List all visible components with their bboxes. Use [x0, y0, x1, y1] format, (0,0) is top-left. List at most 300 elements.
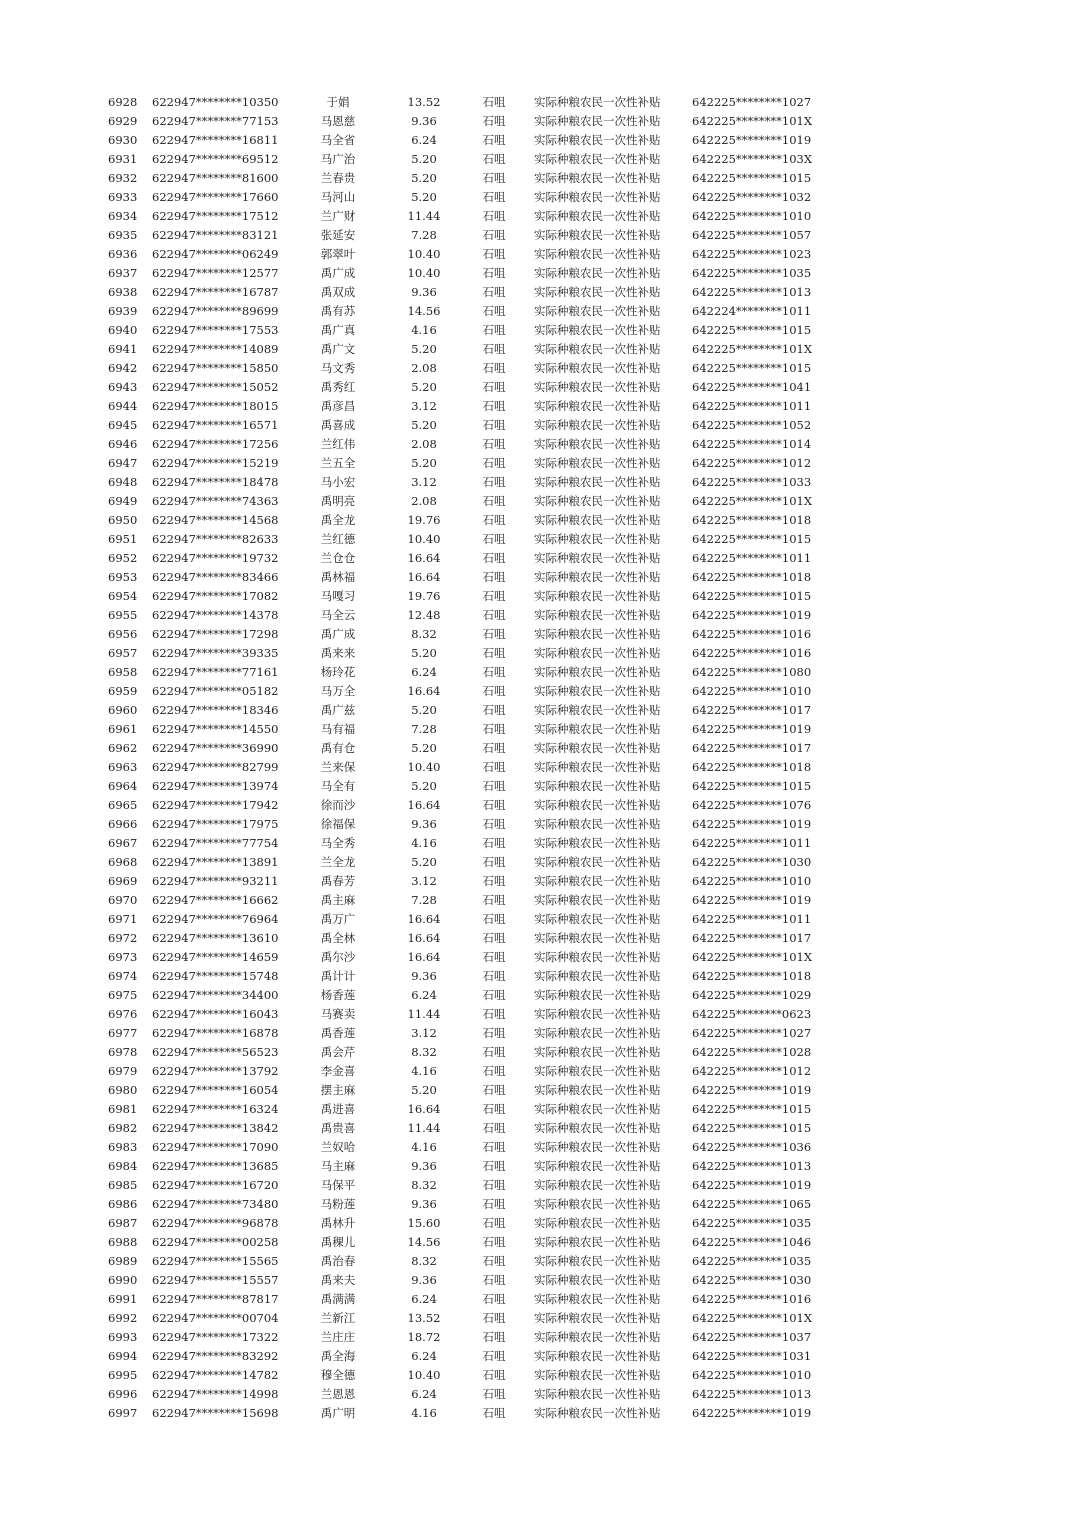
village-name: 石咀 [482, 228, 506, 242]
id-number: 642225********1012 [692, 456, 812, 470]
id-number: 642225********1052 [692, 418, 812, 432]
farmer-name: 杨香莲 [320, 988, 356, 1002]
account-number: 622947********15219 [152, 456, 279, 470]
row-number: 6956 [108, 627, 138, 641]
account-number: 622947********17660 [152, 190, 279, 204]
subsidy-type: 实际种粮农民一次性补贴 [534, 1140, 661, 1154]
row-number: 6971 [108, 912, 138, 926]
row-number: 6976 [108, 1007, 138, 1021]
village-name: 石咀 [482, 1007, 506, 1021]
subsidy-amount: 7.28 [411, 228, 437, 242]
subsidy-amount: 6.24 [411, 1349, 437, 1363]
subsidy-amount: 16.64 [407, 570, 441, 584]
account-number: 622947********17090 [152, 1140, 279, 1154]
subsidy-amount: 16.64 [407, 931, 441, 945]
table-row [0, 568, 1074, 587]
village-name: 石咀 [482, 1121, 506, 1135]
table-row [0, 891, 1074, 910]
table-row [0, 815, 1074, 834]
account-number: 622947********93211 [152, 874, 279, 888]
subsidy-type: 实际种粮农民一次性补贴 [534, 874, 661, 888]
table-row [0, 207, 1074, 226]
farmer-name: 禹广文 [320, 342, 356, 356]
subsidy-type: 实际种粮农民一次性补贴 [534, 988, 661, 1002]
village-name: 石咀 [482, 665, 506, 679]
account-number: 622947********18015 [152, 399, 279, 413]
table-row [0, 834, 1074, 853]
subsidy-amount: 8.32 [411, 627, 437, 641]
row-number: 6985 [108, 1178, 138, 1192]
village-name: 石咀 [482, 1083, 506, 1097]
subsidy-amount: 5.20 [411, 741, 437, 755]
row-number: 6943 [108, 380, 138, 394]
farmer-name: 禹全林 [320, 931, 356, 945]
table-row [0, 340, 1074, 359]
village-name: 石咀 [482, 1178, 506, 1192]
farmer-name: 马全有 [320, 779, 356, 793]
subsidy-amount: 14.56 [407, 1235, 441, 1249]
farmer-name: 禹林升 [320, 1216, 356, 1230]
id-number: 642225********1018 [692, 969, 812, 983]
village-name: 石咀 [482, 779, 506, 793]
subsidy-type: 实际种粮农民一次性补贴 [534, 228, 661, 242]
row-number: 6950 [108, 513, 138, 527]
subsidy-type: 实际种粮农民一次性补贴 [534, 684, 661, 698]
subsidy-amount: 9.36 [411, 817, 437, 831]
row-number: 6968 [108, 855, 138, 869]
farmer-name: 禹广成 [320, 627, 356, 641]
account-number: 622947********16054 [152, 1083, 279, 1097]
row-number: 6939 [108, 304, 138, 318]
account-number: 622947********19732 [152, 551, 279, 565]
id-number: 642225********1017 [692, 703, 812, 717]
subsidy-amount: 10.40 [407, 1368, 441, 1382]
subsidy-amount: 2.08 [411, 361, 437, 375]
subsidy-amount: 12.48 [407, 608, 441, 622]
subsidy-type: 实际种粮农民一次性补贴 [534, 646, 661, 660]
id-number: 642225********1018 [692, 570, 812, 584]
subsidy-type: 实际种粮农民一次性补贴 [534, 209, 661, 223]
village-name: 石咀 [482, 399, 506, 413]
farmer-name: 禹广明 [320, 1406, 356, 1420]
subsidy-type: 实际种粮农民一次性补贴 [534, 361, 661, 375]
table-row [0, 777, 1074, 796]
farmer-name: 禹秀红 [320, 380, 356, 394]
table-row [0, 682, 1074, 701]
table-row [0, 1366, 1074, 1385]
id-number: 642225********1012 [692, 1064, 812, 1078]
subsidy-amount: 5.20 [411, 171, 437, 185]
row-number: 6997 [108, 1406, 138, 1420]
id-number: 642225********1046 [692, 1235, 812, 1249]
subsidy-type: 实际种粮农民一次性补贴 [534, 855, 661, 869]
row-number: 6995 [108, 1368, 138, 1382]
account-number: 622947********13891 [152, 855, 279, 869]
farmer-name: 兰恩恩 [320, 1387, 356, 1401]
account-number: 622947********39335 [152, 646, 279, 660]
table-row [0, 644, 1074, 663]
id-number: 642225********1010 [692, 874, 812, 888]
farmer-name: 张延安 [320, 228, 356, 242]
farmer-name: 兰庄庄 [320, 1330, 356, 1344]
subsidy-amount: 10.40 [407, 532, 441, 546]
farmer-name: 郭翠叶 [320, 247, 356, 261]
subsidy-amount: 7.28 [411, 893, 437, 907]
farmer-name: 马河山 [320, 190, 356, 204]
account-number: 622947********16324 [152, 1102, 279, 1116]
id-number: 642225********1013 [692, 285, 812, 299]
id-number: 642225********1028 [692, 1045, 812, 1059]
row-number: 6986 [108, 1197, 138, 1211]
account-number: 622947********82799 [152, 760, 279, 774]
farmer-name: 禹会芹 [320, 1045, 356, 1059]
farmer-name: 马全云 [320, 608, 356, 622]
village-name: 石咀 [482, 133, 506, 147]
account-number: 622947********17975 [152, 817, 279, 831]
table-row [0, 929, 1074, 948]
id-number: 642225********1036 [692, 1140, 812, 1154]
subsidy-amount: 8.32 [411, 1045, 437, 1059]
farmer-name: 禹广兹 [320, 703, 356, 717]
account-number: 622947********05182 [152, 684, 279, 698]
subsidy-amount: 4.16 [411, 323, 437, 337]
subsidy-type: 实际种粮农民一次性补贴 [534, 1045, 661, 1059]
row-number: 6937 [108, 266, 138, 280]
farmer-name: 于娟 [326, 95, 350, 109]
row-number: 6983 [108, 1140, 138, 1154]
subsidy-type: 实际种粮农民一次性补贴 [534, 1121, 661, 1135]
subsidy-type: 实际种粮农民一次性补贴 [534, 513, 661, 527]
row-number: 6979 [108, 1064, 138, 1078]
table-row [0, 1081, 1074, 1100]
subsidy-type: 实际种粮农民一次性补贴 [534, 266, 661, 280]
row-number: 6928 [108, 95, 138, 109]
row-number: 6929 [108, 114, 138, 128]
village-name: 石咀 [482, 1235, 506, 1249]
row-number: 6961 [108, 722, 138, 736]
subsidy-amount: 9.36 [411, 1159, 437, 1173]
id-number: 642225********1011 [692, 912, 812, 926]
farmer-name: 禹万广 [320, 912, 356, 926]
village-name: 石咀 [482, 1254, 506, 1268]
subsidy-type: 实际种粮农民一次性补贴 [534, 950, 661, 964]
subsidy-amount: 16.64 [407, 912, 441, 926]
subsidy-amount: 3.12 [411, 1026, 437, 1040]
farmer-name: 马万全 [320, 684, 356, 698]
subsidy-type: 实际种粮农民一次性补贴 [534, 1197, 661, 1211]
subsidy-amount: 5.20 [411, 342, 437, 356]
row-number: 6982 [108, 1121, 138, 1135]
subsidy-type: 实际种粮农民一次性补贴 [534, 133, 661, 147]
subsidy-amount: 14.56 [407, 304, 441, 318]
table-row [0, 1328, 1074, 1347]
id-number: 642225********1010 [692, 1368, 812, 1382]
id-number: 642225********1011 [692, 836, 812, 850]
village-name: 石咀 [482, 988, 506, 1002]
table-row [0, 1176, 1074, 1195]
row-number: 6957 [108, 646, 138, 660]
village-name: 石咀 [482, 171, 506, 185]
table-row [0, 397, 1074, 416]
row-number: 6934 [108, 209, 138, 223]
id-number: 642225********1017 [692, 741, 812, 755]
subsidy-amount: 9.36 [411, 285, 437, 299]
subsidy-type: 实际种粮农民一次性补贴 [534, 171, 661, 185]
subsidy-type: 实际种粮农民一次性补贴 [534, 1216, 661, 1230]
subsidy-type: 实际种粮农民一次性补贴 [534, 1311, 661, 1325]
subsidy-type: 实际种粮农民一次性补贴 [534, 627, 661, 641]
account-number: 622947********83121 [152, 228, 279, 242]
subsidy-amount: 16.64 [407, 551, 441, 565]
subsidy-amount: 10.40 [407, 247, 441, 261]
row-number: 6944 [108, 399, 138, 413]
subsidy-type: 实际种粮农民一次性补贴 [534, 1349, 661, 1363]
subsidy-amount: 11.44 [407, 1007, 441, 1021]
table-row [0, 454, 1074, 473]
subsidy-type: 实际种粮农民一次性补贴 [534, 532, 661, 546]
subsidy-amount: 18.72 [407, 1330, 441, 1344]
id-number: 642225********1035 [692, 1216, 812, 1230]
account-number: 622947********14550 [152, 722, 279, 736]
table-row [0, 245, 1074, 264]
farmer-name: 禹有仓 [320, 741, 356, 755]
subsidy-amount: 9.36 [411, 114, 437, 128]
village-name: 石咀 [482, 475, 506, 489]
subsidy-amount: 6.24 [411, 1292, 437, 1306]
account-number: 622947********83292 [152, 1349, 279, 1363]
farmer-name: 徐而沙 [320, 798, 356, 812]
table-row [0, 226, 1074, 245]
id-number: 642225********1057 [692, 228, 812, 242]
row-number: 6932 [108, 171, 138, 185]
farmer-name: 马文秀 [320, 361, 356, 375]
table-row [0, 321, 1074, 340]
village-name: 石咀 [482, 361, 506, 375]
farmer-name: 禹明亮 [320, 494, 356, 508]
account-number: 622947********16720 [152, 1178, 279, 1192]
table-row [0, 112, 1074, 131]
farmer-name: 禹满满 [320, 1292, 356, 1306]
account-number: 622947********17298 [152, 627, 279, 641]
village-name: 石咀 [482, 532, 506, 546]
subsidy-amount: 16.64 [407, 1102, 441, 1116]
table-row [0, 283, 1074, 302]
account-number: 622947********13685 [152, 1159, 279, 1173]
account-number: 622947********81600 [152, 171, 279, 185]
row-number: 6977 [108, 1026, 138, 1040]
subsidy-type: 实际种粮农民一次性补贴 [534, 475, 661, 489]
account-number: 622947********87817 [152, 1292, 279, 1306]
account-number: 622947********13610 [152, 931, 279, 945]
table-row [0, 416, 1074, 435]
subsidy-type: 实际种粮农民一次性补贴 [534, 1102, 661, 1116]
table-row [0, 872, 1074, 891]
row-number: 6964 [108, 779, 138, 793]
subsidy-type: 实际种粮农民一次性补贴 [534, 779, 661, 793]
village-name: 石咀 [482, 950, 506, 964]
subsidy-type: 实际种粮农民一次性补贴 [534, 247, 661, 261]
account-number: 622947********17082 [152, 589, 279, 603]
village-name: 石咀 [482, 1216, 506, 1230]
account-number: 622947********76964 [152, 912, 279, 926]
table-row [0, 796, 1074, 815]
table-row [0, 1195, 1074, 1214]
farmer-name: 马小宏 [320, 475, 356, 489]
row-number: 6935 [108, 228, 138, 242]
village-name: 石咀 [482, 798, 506, 812]
table-row [0, 1252, 1074, 1271]
table-row [0, 549, 1074, 568]
account-number: 622947********89699 [152, 304, 279, 318]
row-number: 6953 [108, 570, 138, 584]
table-row [0, 264, 1074, 283]
row-number: 6981 [108, 1102, 138, 1116]
table-row [0, 1062, 1074, 1081]
subsidy-type: 实际种粮农民一次性补贴 [534, 912, 661, 926]
table-row [0, 663, 1074, 682]
account-number: 622947********15557 [152, 1273, 279, 1287]
row-number: 6936 [108, 247, 138, 261]
subsidy-amount: 10.40 [407, 760, 441, 774]
id-number: 642225********1027 [692, 95, 812, 109]
subsidy-type: 实际种粮农民一次性补贴 [534, 494, 661, 508]
account-number: 622947********15565 [152, 1254, 279, 1268]
village-name: 石咀 [482, 456, 506, 470]
row-number: 6940 [108, 323, 138, 337]
subsidy-type: 实际种粮农民一次性补贴 [534, 190, 661, 204]
account-number: 622947********56523 [152, 1045, 279, 1059]
village-name: 石咀 [482, 266, 506, 280]
subsidy-amount: 10.40 [407, 266, 441, 280]
farmer-name: 禹计计 [320, 969, 356, 983]
account-number: 622947********16043 [152, 1007, 279, 1021]
subsidy-amount: 13.52 [407, 95, 441, 109]
farmer-name: 马赛卖 [320, 1007, 356, 1021]
row-number: 6954 [108, 589, 138, 603]
row-number: 6991 [108, 1292, 138, 1306]
subsidy-amount: 9.36 [411, 1197, 437, 1211]
row-number: 6992 [108, 1311, 138, 1325]
village-name: 石咀 [482, 1045, 506, 1059]
row-number: 6987 [108, 1216, 138, 1230]
subsidy-type: 实际种粮农民一次性补贴 [534, 1292, 661, 1306]
farmer-name: 禹广成 [320, 266, 356, 280]
id-number: 642225********1027 [692, 1026, 812, 1040]
account-number: 622947********14568 [152, 513, 279, 527]
farmer-name: 徐福保 [320, 817, 356, 831]
row-number: 6967 [108, 836, 138, 850]
id-number: 642225********1015 [692, 779, 812, 793]
village-name: 石咀 [482, 418, 506, 432]
account-number: 622947********16662 [152, 893, 279, 907]
subsidy-type: 实际种粮农民一次性补贴 [534, 1026, 661, 1040]
village-name: 石咀 [482, 1273, 506, 1287]
village-name: 石咀 [482, 1026, 506, 1040]
account-number: 622947********06249 [152, 247, 279, 261]
account-number: 622947********14089 [152, 342, 279, 356]
account-number: 622947********18478 [152, 475, 279, 489]
id-number: 642225********1013 [692, 1159, 812, 1173]
subsidy-amount: 16.64 [407, 798, 441, 812]
subsidy-type: 实际种粮农民一次性补贴 [534, 380, 661, 394]
table-row [0, 587, 1074, 606]
subsidy-type: 实际种粮农民一次性补贴 [534, 114, 661, 128]
id-number: 642225********101X [692, 1311, 813, 1325]
id-number: 642225********1080 [692, 665, 812, 679]
row-number: 6951 [108, 532, 138, 546]
village-name: 石咀 [482, 494, 506, 508]
subsidy-type: 实际种粮农民一次性补贴 [534, 342, 661, 356]
id-number: 642225********1010 [692, 209, 812, 223]
account-number: 622947********15698 [152, 1406, 279, 1420]
id-number: 642225********1037 [692, 1330, 812, 1344]
id-number: 642225********1015 [692, 323, 812, 337]
id-number: 642225********1019 [692, 893, 812, 907]
farmer-name: 禹双成 [320, 285, 356, 299]
village-name: 石咀 [482, 1292, 506, 1306]
id-number: 642225********101X [692, 950, 813, 964]
id-number: 642224********1011 [692, 304, 812, 318]
table-row [0, 150, 1074, 169]
subsidy-amount: 2.08 [411, 437, 437, 451]
id-number: 642225********1065 [692, 1197, 812, 1211]
farmer-name: 李金喜 [320, 1064, 356, 1078]
table-row [0, 625, 1074, 644]
farmer-name: 马保平 [320, 1178, 356, 1192]
subsidy-type: 实际种粮农民一次性补贴 [534, 285, 661, 299]
village-name: 石咀 [482, 380, 506, 394]
subsidy-amount: 16.64 [407, 684, 441, 698]
id-number: 642225********1030 [692, 1273, 812, 1287]
table-row [0, 1100, 1074, 1119]
row-number: 6945 [108, 418, 138, 432]
account-number: 622947********34400 [152, 988, 279, 1002]
subsidy-type: 实际种粮农民一次性补贴 [534, 323, 661, 337]
account-number: 622947********73480 [152, 1197, 279, 1211]
subsidy-amount: 5.20 [411, 418, 437, 432]
farmer-name: 兰春贵 [320, 171, 356, 185]
id-number: 642225********101X [692, 494, 813, 508]
account-number: 622947********15052 [152, 380, 279, 394]
farmer-name: 兰红伟 [320, 437, 356, 451]
table-row [0, 948, 1074, 967]
table-row [0, 758, 1074, 777]
subsidy-amount: 4.16 [411, 836, 437, 850]
farmer-name: 禹广真 [320, 323, 356, 337]
id-number: 642225********1019 [692, 133, 812, 147]
village-name: 石咀 [482, 1387, 506, 1401]
farmer-name: 兰红德 [320, 532, 356, 546]
row-number: 6990 [108, 1273, 138, 1287]
id-number: 642225********1015 [692, 361, 812, 375]
account-number: 622947********17553 [152, 323, 279, 337]
subsidy-amount: 11.44 [407, 1121, 441, 1135]
table-row [0, 701, 1074, 720]
account-number: 622947********69512 [152, 152, 279, 166]
subsidy-type: 实际种粮农民一次性补贴 [534, 760, 661, 774]
village-name: 石咀 [482, 437, 506, 451]
account-number: 622947********17256 [152, 437, 279, 451]
farmer-name: 兰奴哈 [320, 1140, 356, 1154]
table-row [0, 188, 1074, 207]
subsidy-table [0, 93, 1074, 1423]
subsidy-type: 实际种粮农民一次性补贴 [534, 1235, 661, 1249]
id-number: 642225********1019 [692, 722, 812, 736]
row-number: 6996 [108, 1387, 138, 1401]
village-name: 石咀 [482, 95, 506, 109]
village-name: 石咀 [482, 209, 506, 223]
id-number: 642225********101X [692, 342, 813, 356]
